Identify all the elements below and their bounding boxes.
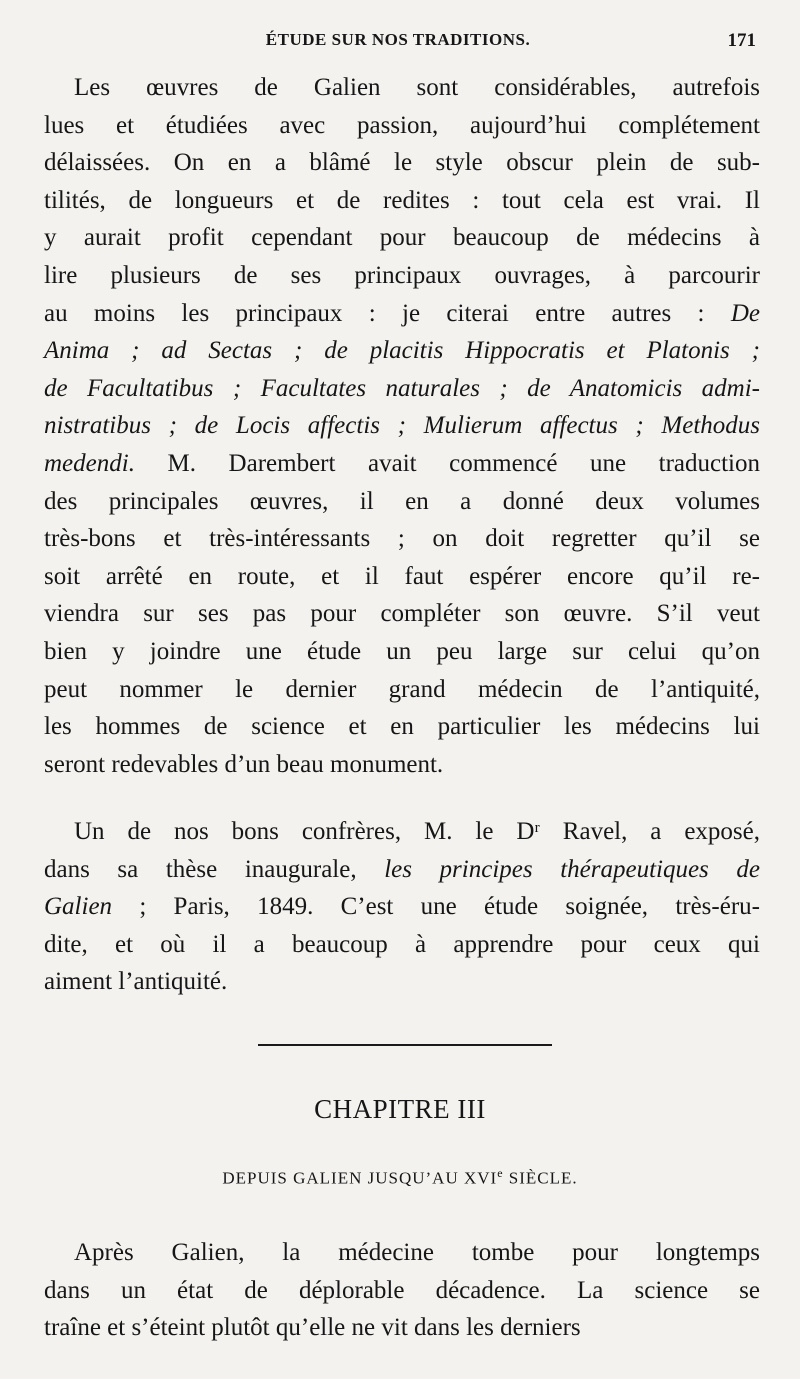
text-line [44, 1234, 760, 1272]
text-run: dite, et où il a beaucoup à apprendre pour ceux qui [44, 930, 760, 958]
italic-text-run: les principes thérapeutiques de [384, 855, 760, 883]
text-line [44, 219, 760, 257]
italic-text-run: nistratibus ; de Locis affectis ; Mulierum affectus ; Methodus [44, 412, 760, 440]
chapter-subtitle-end: SIÈCLE. [503, 1168, 578, 1188]
text-run: lire plusieurs de ses principaux ouvrages, à parcourir [44, 261, 760, 289]
text-line [44, 69, 760, 107]
text-line [44, 813, 760, 851]
chapter-subtitle-superscript: e [497, 1166, 504, 1180]
running-title: ÉTUDE SUR NOS TRADITIONS. [265, 30, 531, 49]
paragraph-ravel-thesis [44, 813, 760, 1001]
text-line [44, 851, 760, 889]
text-line [44, 332, 760, 370]
text-run: soit arrêté en route, et il faut espérer encore qu’il re- [44, 562, 760, 590]
text-line [44, 107, 760, 145]
chapter-subtitle [0, 1166, 800, 1189]
page-number: 171 [727, 30, 756, 51]
text-line [44, 295, 760, 333]
italic-text-run: de Facultatibus ; Facultates naturales ; de Anatomicis admi- [44, 374, 760, 402]
text-run: dans sa thèse inaugurale, [44, 855, 385, 883]
text-line [44, 445, 760, 483]
text-run: ; Paris, 1849. C’est une étude soignée, très-éru- [112, 893, 760, 921]
text-run: traîne et s’éteint plutôt qu’elle ne vit dans les derniers [44, 1314, 581, 1342]
text-run: Après Galien, la médecine tombe pour longtemps [74, 1239, 760, 1266]
text-run: très-bons et très-intéressants ; on doit regretter qu’il se [44, 525, 760, 553]
text-line [44, 1309, 760, 1347]
text-line [44, 708, 760, 746]
italic-text-run: medendi. [44, 449, 135, 477]
text-run: bien y joindre une étude un peu large sur celui qu’on [44, 637, 760, 665]
paragraph-galien-works [44, 69, 760, 783]
text-line [44, 407, 760, 445]
text-line [44, 595, 760, 633]
text-run: seront redevables d’un beau monument. [44, 750, 444, 778]
text-line [44, 558, 760, 596]
text-run: tilités, de longueurs et de redites : tout cela est vrai. Il [44, 186, 760, 214]
italic-text-run: Galien [44, 893, 113, 921]
text-run: des principales œuvres, il en a donné deux volumes [44, 487, 760, 515]
text-line [44, 633, 760, 671]
chapter-title: CHAPITRE III [314, 1094, 486, 1124]
text-run: aiment l’antiquité. [44, 968, 228, 996]
text-line [44, 671, 760, 709]
text-line [44, 182, 760, 220]
text-line [44, 144, 760, 182]
text-line [44, 257, 760, 295]
paragraph-after-galien [44, 1234, 760, 1347]
page-header [40, 30, 756, 58]
text-line [44, 370, 760, 408]
text-line [44, 520, 760, 558]
text-line [44, 926, 760, 964]
italic-text-run: De [730, 299, 760, 327]
text-run: M. Darembert avait commencé une traduction [134, 449, 760, 477]
text-run: lues et étudiées avec passion, aujourd’hui complétement [44, 111, 760, 139]
text-run: viendra sur ses pas pour compléter son œuvre. S’il veut [44, 600, 760, 628]
text-line [44, 963, 760, 1001]
section-divider [258, 1044, 552, 1046]
text-run: dans un état de déplorable décadence. La science se [44, 1276, 760, 1304]
chapter-subtitle-text: DEPUIS GALIEN JUSQU’AU XVI [222, 1168, 498, 1188]
text-run: Les œuvres de Galien sont considérables, autrefois [74, 74, 760, 101]
text-run: au moins les principaux : je citerai entre autres : [44, 299, 731, 327]
text-run: y aurait profit cependant pour beaucoup de médecins à [44, 224, 760, 252]
text-run: délaissées. On en a blâmé le style obscur plein de sub- [44, 149, 760, 177]
text-line [44, 1272, 760, 1310]
text-run: peut nommer le dernier grand médecin de l’antiquité, [44, 675, 760, 703]
text-line [44, 746, 760, 784]
text-line [44, 483, 760, 521]
text-run: Un de nos bons confrères, M. le Dʳ Ravel, a exposé, [74, 818, 760, 845]
text-line [44, 888, 760, 926]
text-run: les hommes de science et en particulier les médecins lui [44, 713, 760, 741]
italic-text-run: Anima ; ad Sectas ; de placitis Hippocratis et Platonis ; [44, 337, 760, 365]
